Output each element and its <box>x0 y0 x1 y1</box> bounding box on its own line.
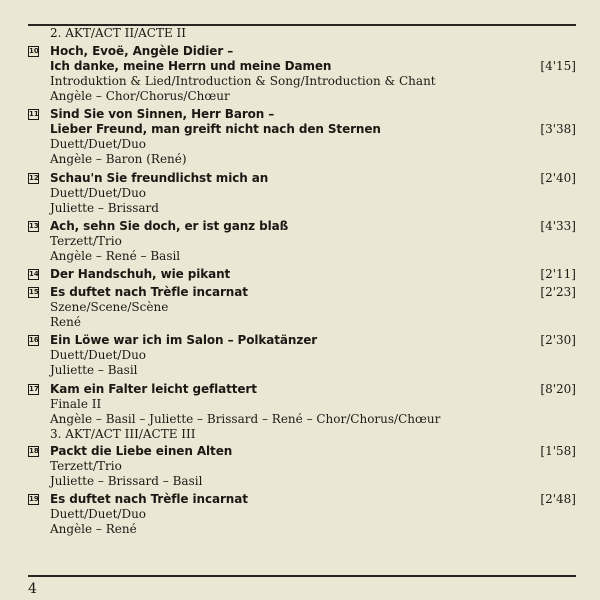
track-entry <box>28 44 576 104</box>
track-performers: Juliette – Basil <box>50 363 138 378</box>
track-number-box: 10 <box>29 47 39 56</box>
track-duration: [1'58] <box>540 443 576 458</box>
track-entry <box>28 219 576 264</box>
act-heading: 2. AKT/ACT II/ACTE II <box>50 26 187 40</box>
track-performers: Angèle – René – Basil <box>50 248 181 263</box>
track-entry <box>28 107 576 167</box>
track-duration: [4'15] <box>540 59 576 74</box>
track-performers: Angèle – Chor/Chorus/Chœur <box>50 89 230 104</box>
track-entry <box>28 444 576 489</box>
track-number-box: 17 <box>29 384 39 393</box>
track-title: Kam ein Falter leicht geflattert <box>50 381 257 396</box>
track-performers: Angèle – Basil – Juliette – Brissard – René – Chor/Chorus/Chœur <box>50 411 441 426</box>
track-entry <box>28 382 576 427</box>
track-performers: Juliette – Brissard – Basil <box>50 473 203 488</box>
track-title: Ein Löwe war ich im Salon – Polkatänzer <box>50 333 318 348</box>
track-entry <box>28 267 576 282</box>
track-title: Packt die Liebe einen Alten <box>50 443 233 458</box>
page-number: 4 <box>28 581 37 597</box>
track-number-box: 18 <box>29 446 39 455</box>
track-title: Ach, sehn Sie doch, er ist ganz blaß <box>50 218 289 233</box>
track-performers: Juliette – Brissard <box>50 200 159 215</box>
track-number-box: 13 <box>29 221 39 230</box>
track-duration: [8'20] <box>540 381 576 396</box>
track-entry <box>28 171 576 216</box>
track-form: Duett/Duet/Duo <box>50 185 147 200</box>
tracklist <box>28 26 576 537</box>
track-form: Introduktion & Lied/Introduction & Song/Introduction & Chant <box>50 74 436 89</box>
track-form: Terzett/Trio <box>50 458 122 473</box>
track-entry <box>28 492 576 537</box>
track-entry <box>28 333 576 378</box>
track-form: Duett/Duet/Duo <box>50 506 147 521</box>
track-title: Es duftet nach Trèfle incarnat <box>50 285 248 300</box>
track-duration: [2'40] <box>540 170 576 185</box>
track-title: Der Handschuh, wie pikant <box>50 266 231 281</box>
track-title: Lieber Freund, man greift nicht nach den Sternen <box>50 122 381 137</box>
track-entry <box>28 285 576 330</box>
track-duration: [2'48] <box>540 491 576 506</box>
track-number-box: 11 <box>29 110 39 119</box>
track-performers: Angèle – René <box>50 521 137 536</box>
track-number-box: 16 <box>29 336 39 345</box>
track-form: Duett/Duet/Duo <box>50 348 147 363</box>
track-title: Sind Sie von Sinnen, Herr Baron – <box>50 107 275 122</box>
track-title: Es duftet nach Trèfle incarnat <box>50 491 248 506</box>
track-number-box: 12 <box>29 173 39 182</box>
track-number-box: 14 <box>29 269 39 278</box>
track-performers: Angèle – Baron (René) <box>50 152 187 167</box>
track-form: Szene/Scene/Scène <box>50 300 169 315</box>
track-form: Terzett/Trio <box>50 233 122 248</box>
bottom-rule <box>28 575 576 577</box>
track-duration: [4'33] <box>540 218 576 233</box>
track-duration: [2'23] <box>540 285 576 300</box>
track-title: Schau'n Sie freundlichst mich an <box>50 170 269 185</box>
track-number-box: 19 <box>29 494 39 503</box>
track-duration: [2'30] <box>540 333 576 348</box>
track-title: Ich danke, meine Herrn und meine Damen <box>50 59 332 74</box>
track-number-box: 15 <box>29 288 39 297</box>
track-duration: [3'38] <box>540 122 576 137</box>
track-title: Hoch, Evoë, Angèle Didier – <box>50 44 234 59</box>
act-heading: 3. AKT/ACT III/ACTE III <box>50 426 196 441</box>
track-form: Finale II <box>50 396 102 411</box>
track-form: Duett/Duet/Duo <box>50 137 147 152</box>
track-duration: [2'11] <box>540 266 576 281</box>
track-performers: René <box>50 315 81 330</box>
